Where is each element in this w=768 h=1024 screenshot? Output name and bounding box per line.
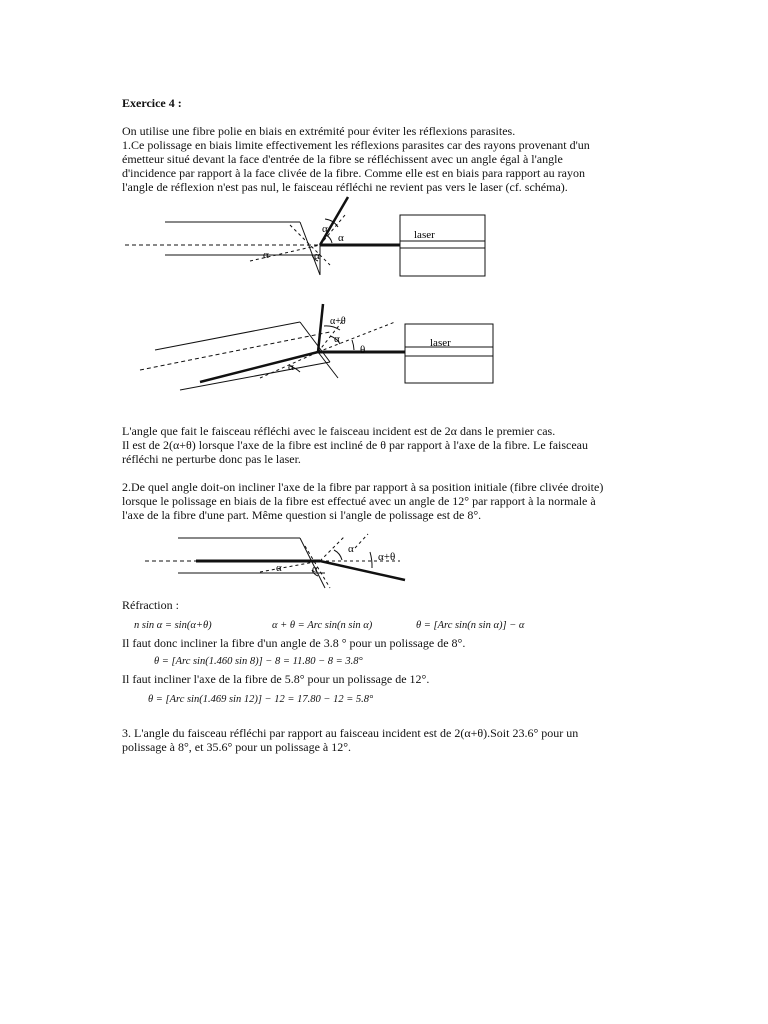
alpha-label-1b: α (338, 232, 344, 244)
theta-label-2: θ (360, 344, 366, 356)
alpha-label-1d: α (314, 250, 320, 262)
alpha-theta-label-2: α+θ (330, 316, 346, 327)
question2-line-1: 2.De quel angle doit-on incliner l'axe de la fibre par rapport à sa position initiale (fibre clivée droite) (122, 480, 604, 494)
question2-line-2: lorsque le polissage en biais de la fibre est effectué avec un angle de 12° par rapport à la normale à (122, 494, 596, 508)
laser-label-2: laser (430, 337, 451, 349)
alpha-label-1a: α (322, 223, 328, 235)
equation-snell: n sin α = sin(α+θ) (134, 620, 212, 631)
alpha-theta-label-3: α+θ (378, 551, 396, 563)
para2-line-3: réfléchi ne perturbe donc pas le laser. (122, 452, 301, 466)
answer-12-text: Il faut incliner l'axe de la fibre de 5.8° pour un polissage de 12°. (122, 672, 430, 686)
equation-alpha-theta: α + θ = Arc sin(n sin α) (272, 620, 373, 631)
intro-line-1: On utilise une fibre polie en biais en extrémité pour éviter les réflexions parasites. (122, 124, 516, 138)
figure-refraction (0, 528, 768, 598)
answer-8-text: Il faut donc incliner la fibre d'un angle de 3.8 ° pour un polissage de 8°. (122, 636, 466, 650)
para2-line-2: Il est de 2(α+θ) lorsque l'axe de la fibre est incliné de θ par rapport à l'axe de la fibre. Le faisceau (122, 438, 589, 452)
equation-theta: θ = [Arc sin(n sin α)] − α (416, 620, 525, 631)
intro-line-2: 1.Ce polissage en biais limite effectivement les réflexions parasites car des rayons provenant d'un (122, 138, 590, 152)
exercise-title: Exercice 4 : (122, 96, 182, 110)
alpha-label-2b: α (288, 361, 294, 373)
question3-line-2: polissage à 8°, et 35.6° pour un polissage à 12°. (122, 740, 352, 754)
question2-line-3: l'axe de la fibre d'une part. Même question si l'angle de polissage est de 8°. (122, 508, 482, 522)
alpha-label-3c: α (312, 563, 318, 575)
answer-8-equation: θ = [Arc sin(1.460 sin 8)] − 8 = 11.80 − 8 = 3.8° (154, 656, 363, 667)
intro-line-4: d'incidence par rapport à la face clivée de la fibre. Comme elle est en biais para rapport au rayon (122, 166, 585, 180)
question3-line-1: 3. L'angle du faisceau réfléchi par rapport au faisceau incident est de 2(α+θ).Soit 23.6° pour un (122, 726, 579, 740)
figure-fiber-tilted (0, 300, 768, 400)
alpha-label-3b: α (276, 562, 282, 574)
intro-line-5: l'angle de réflexion n'est pas nul, le faisceau réfléchi ne revient pas vers le laser (cf. schéma). (122, 180, 568, 194)
para2-line-1: L'angle que fait le faisceau réfléchi avec le faisceau incident est de 2α dans le premier cas. (122, 424, 556, 438)
figure-fiber-cleaved (0, 195, 768, 285)
alpha-label-3a: α (348, 543, 354, 555)
answer-12-equation: θ = [Arc sin(1.469 sin 12)] − 12 = 17.80 − 12 = 5.8° (148, 694, 374, 705)
refraction-label: Réfraction : (122, 598, 179, 612)
laser-label-1: laser (414, 229, 435, 241)
alpha-label-2a: α (334, 333, 340, 345)
intro-line-3: émetteur situé devant la face d'entrée de la fibre se réfléchissent avec un angle égal à l'angle (122, 152, 563, 166)
alpha-label-1c: α (263, 249, 269, 261)
